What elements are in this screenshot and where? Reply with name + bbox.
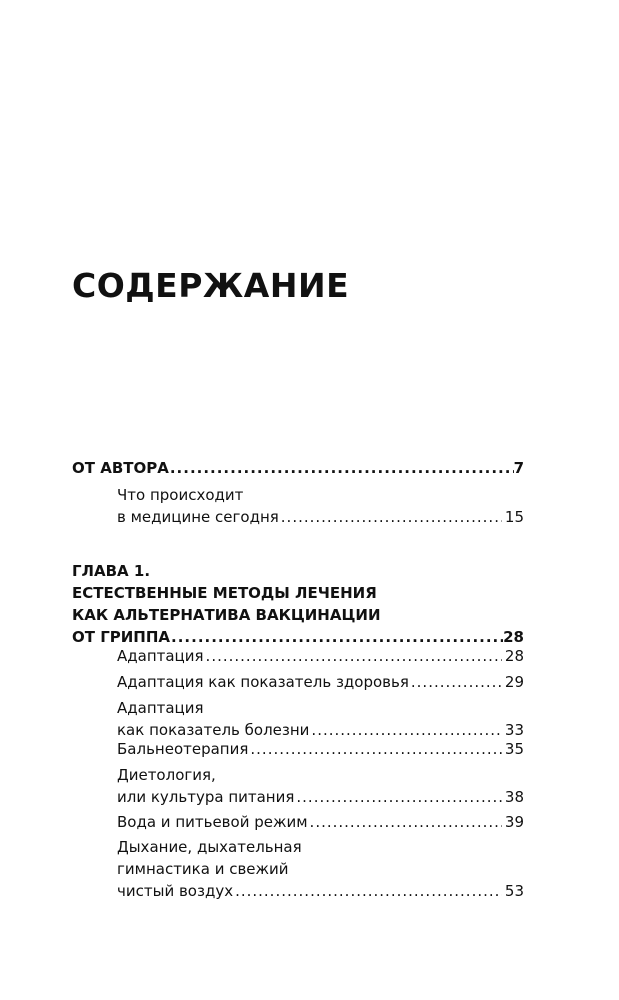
toc-page-number: 28 [504, 647, 524, 665]
toc-entry-dietology[interactable] [117, 764, 524, 808]
dot-leader [310, 811, 502, 833]
toc-entry-title: Вода и питьевой режим [117, 813, 308, 831]
toc-entry-title: Адаптация [117, 699, 204, 717]
table-of-contents [72, 0, 524, 1000]
toc-page-number: 35 [504, 740, 524, 758]
toc-entry-title: гимнастика и свежий [117, 860, 289, 878]
toc-entry-line [117, 506, 524, 528]
toc-entry-title: Что происходит [117, 486, 244, 504]
toc-entry-balneotherapy[interactable] [117, 738, 524, 760]
toc-entry-title: ГЛАВА 1. [72, 562, 151, 580]
toc-entry-line [117, 645, 524, 667]
toc-entry-adaptation-disease[interactable] [117, 697, 524, 741]
page-title: СОДЕРЖАНИЕ [72, 266, 350, 305]
toc-page-number: 28 [503, 628, 524, 646]
dot-leader [411, 671, 502, 693]
toc-entry-title: Диетология, [117, 766, 216, 784]
toc-entry-medicine-today[interactable] [117, 484, 524, 528]
toc-page-number: 29 [504, 673, 524, 691]
toc-entry-line [72, 457, 524, 479]
toc-entry-line [117, 811, 524, 833]
toc-entry-title: в медицине сегодня [117, 508, 279, 526]
dot-leader [206, 645, 502, 667]
dot-leader [250, 738, 502, 760]
toc-entry-title: КАК АЛЬТЕРНАТИВА ВАКЦИНАЦИИ [72, 606, 381, 624]
toc-entry-line [117, 738, 524, 760]
toc-page-number: 39 [504, 813, 524, 831]
toc-entry-line [117, 786, 524, 808]
toc-entry-title: ОТ АВТОРА [72, 459, 169, 477]
toc-entry-title: ОТ ГРИППА [72, 628, 171, 646]
dot-leader [235, 880, 502, 902]
toc-page-number: 7 [513, 459, 524, 477]
toc-entry-water[interactable] [117, 811, 524, 833]
toc-entry-title: Адаптация [117, 647, 204, 665]
toc-entry-title: ЕСТЕСТВЕННЫЕ МЕТОДЫ ЛЕЧЕНИЯ [72, 584, 377, 602]
toc-entry-title: или культура питания [117, 788, 295, 806]
toc-entry-adaptation-health[interactable] [117, 671, 524, 693]
toc-entry-breathing[interactable] [117, 836, 524, 902]
toc-entry-title: как показатель болезни [117, 721, 310, 739]
dot-leader [296, 786, 502, 808]
toc-page-number: 15 [504, 508, 524, 526]
toc-entry-title: Дыхание, дыхательная [117, 838, 302, 856]
toc-entry-title: чистый воздух [117, 882, 234, 900]
toc-page-number: 33 [504, 721, 524, 739]
toc-entry-from-author[interactable] [72, 457, 524, 479]
toc-entry-line [117, 671, 524, 693]
toc-entry-title: Бальнеотерапия [117, 740, 249, 758]
toc-entry-adaptation[interactable] [117, 645, 524, 667]
toc-entry-line [117, 880, 524, 902]
dot-leader [281, 506, 502, 528]
dot-leader [170, 457, 514, 479]
toc-page-number: 38 [504, 788, 524, 806]
toc-entry-chapter-1[interactable] [72, 560, 524, 648]
toc-page-number: 53 [504, 882, 524, 900]
toc-entry-title: Адаптация как показатель здоровья [117, 673, 409, 691]
